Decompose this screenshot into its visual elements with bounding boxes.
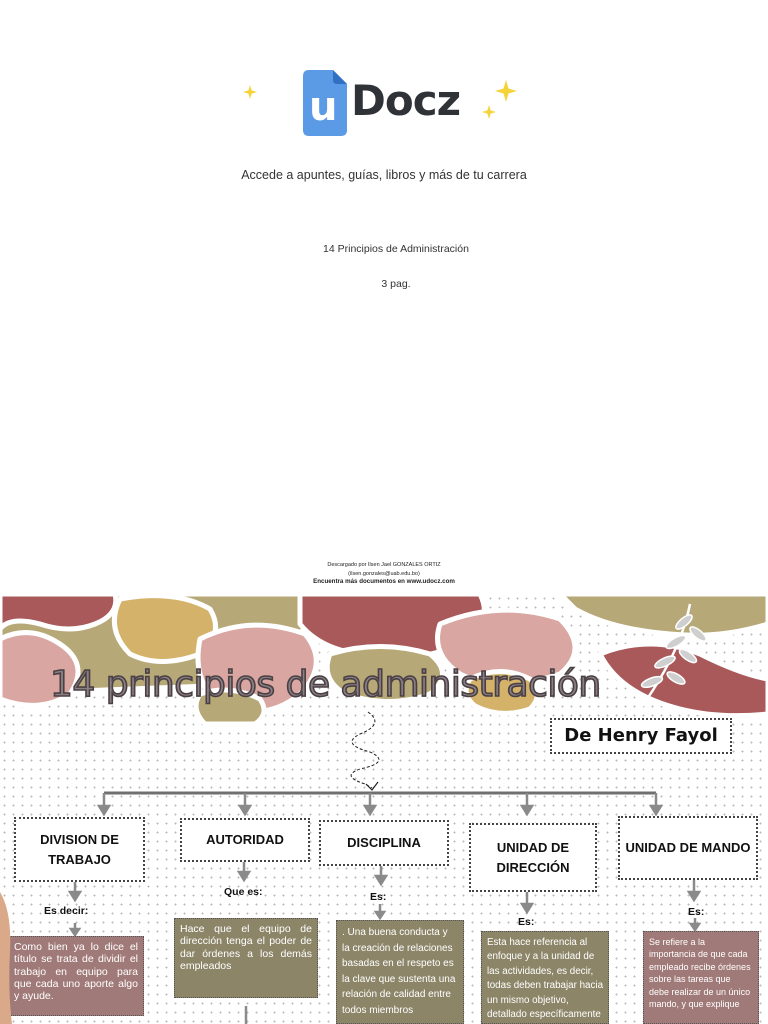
description-division-de-trabajo: Como bien ya lo dice el título se trata de dividir el trabajo en equipo para que cada uno aporte algo y ayude. xyxy=(8,936,144,1016)
document-icon xyxy=(303,70,347,136)
sparkle-icon xyxy=(482,105,496,119)
description-autoridad: Hace que el equipo de dirección tenga el poder de dar órdenes a los demás empleados xyxy=(174,918,318,998)
mindmap-title: 14 principios de administración xyxy=(50,664,601,705)
branch-autoridad: AUTORIDAD xyxy=(180,818,310,862)
branch-disciplina: DISCIPLINA xyxy=(319,820,449,866)
sparkle-icon xyxy=(495,80,517,102)
tagline: Accede a apuntes, guías, libros y más de tu carrera xyxy=(241,168,527,182)
author-subtitle: De Henry Fayol xyxy=(550,718,732,754)
description-unidad-de-direccion: Esta hace referencia al enfoque y a la unidad de las actividades, es decir, todas deben trabajar hacia un mismo objetivo, detallado específicamente xyxy=(481,931,609,1024)
branch-division-de-trabajo: DIVISION DE TRABAJO xyxy=(14,817,145,882)
connector-label: Que es: xyxy=(224,886,263,898)
svg-text:u: u xyxy=(309,84,338,130)
downloaded-by: Descargado por Ilsen Jael GONZALES ORTIZ xyxy=(327,562,441,568)
page-count: 3 pag. xyxy=(381,278,411,290)
description-disciplina: . Una buena conducta y la creación de relaciones basadas en el respeto es la clave que sustenta una relación de calidad entre todos miembros xyxy=(336,920,464,1024)
downloader-email: (ilsen.gonzales@uab.edu.bo) xyxy=(348,571,420,577)
sparkle-icon xyxy=(243,85,257,99)
connector-label: Es: xyxy=(518,916,535,928)
decorative-hand xyxy=(0,892,12,1024)
logo-wordmark: Docz xyxy=(351,76,461,125)
branch-unidad-de-direccion: UNIDAD DE DIRECCIÓN xyxy=(469,823,597,892)
connector-label: Es: xyxy=(688,906,705,918)
more-documents-link[interactable]: Encuentra más documentos en www.udocz.com xyxy=(313,578,455,585)
description-unidad-de-mando: Se refiere a la importancia de que cada empleado recibe órdenes sobre las tareas que debe realizar de un único mando, y que explique xyxy=(643,931,759,1024)
document-title: 14 Principios de Administración xyxy=(323,243,469,255)
branch-unidad-de-mando: UNIDAD DE MANDO xyxy=(618,816,758,880)
mindmap-page xyxy=(0,594,768,1024)
connector-label: Es decir: xyxy=(44,905,89,917)
udocz-logo xyxy=(303,70,468,136)
connector-label: Es: xyxy=(370,891,387,903)
